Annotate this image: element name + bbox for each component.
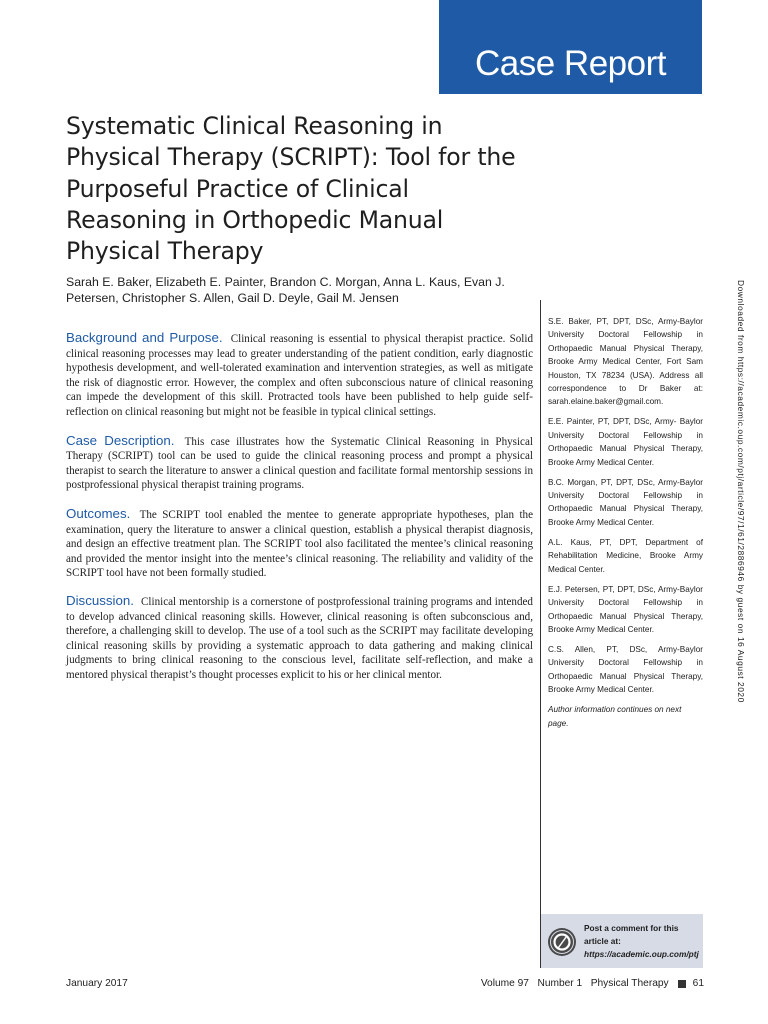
comment-text [584,922,700,961]
affiliation: C.S. Allen, PT, DSc, Army-Baylor University Doctoral Fellowship in Orthopaedic Manual Physical Therapy, Brooke Army Medical Center. [548,644,703,695]
abstract-outcomes [66,507,533,581]
footer-page: 61 [692,978,704,989]
article-title: Systematic Clinical Reasoning in Physical Therapy (SCRIPT): Tool for the Purposeful Practice of Clinical Reasoning in Orthopedic Manual Physical Therapy [66,112,516,266]
author-list: Sarah E. Baker, Elizabeth E. Painter, Brandon C. Morgan, Anna L. Kaus, Evan J. Petersen, Christopher S. Allen, Gail D. Deyle, Gail M. Jensen [66,275,505,305]
abstract-background [66,331,533,420]
footer-date: January 2017 [66,978,128,989]
background-heading: Background and Purpose. [66,330,223,345]
footer-citation [481,978,704,989]
discussion-text: Clinical mentorship is a cornerstone of postprofessional training programs and intended to develop advanced clinical reasoning skills. However, clinical reasoning is often subconscious and, therefore, a challenging skill to develop. The use of a tool such as the SCRIPT may facilitate developing clinical reasoning skills by providing a systematic approach to data gathering and making clinical judgments to bring clinical reasoning to the conscious level, facilitate self-reflection, and make a mentored physical therapist’s thought processes explicit to his or her clinical mentor. [66,595,533,681]
footer-number: Number 1 [537,978,583,989]
column-divider [540,300,541,968]
outcomes-heading: Outcomes. [66,505,131,521]
banner-label: Case Report [475,44,666,83]
square-bullet-icon [678,980,686,988]
affiliation: B.C. Morgan, PT, DPT, DSc, Army-Baylor University Doctoral Fellowship in Orthopaedic Manual Physical Therapy, Brooke Army Medical Center. [548,477,703,527]
abstract [66,331,533,696]
case-report-banner [439,0,702,94]
background-text: Clinical reasoning is essential to physical therapist practice. Solid clinical reasoning processes may lead to greater understanding of the patient condition, early diagnostic hypothesis development, and well-tolerated examination and intervention strategies, as well as mitigate the risk of diagnostic error. However, the complex and often subconscious nature of clinical reasoning can impede the development of this skill. Protracted tools have been published to help guide self-reflection on clinical reasoning but might not be feasible in typical clinical settings. [66,333,533,418]
discussion-heading: Discussion. [66,592,134,608]
comment-box[interactable] [541,914,703,968]
footer-volume: Volume 97 [480,978,529,989]
affiliation: E.J. Petersen, PT, DPT, DSc, Army-Baylor University Doctoral Fellowship in Orthopaedic Manual Physical Therapy, Brooke Army Medical Center. [548,584,703,634]
author-info-continues: Author information continues on next page. [548,705,682,728]
abstract-discussion [66,594,533,683]
case-heading: Case Description. [66,432,175,448]
pen-circle-icon [547,927,577,957]
affiliations-sidebar [548,315,703,737]
affiliation: S.E. Baker, PT, DPT, DSc, Army-Baylor University Doctoral Fellowship in Orthopaedic Manual Physical Therapy, Brooke Army Medical Center, Fort Sam Houston, TX 78234 (USA). Address all correspondence to Dr Baker at: sarah.elaine.baker@gmail.com. [548,317,703,407]
comment-link[interactable]: https://academic.oup.com/ptj [584,949,699,959]
abstract-case [66,434,533,493]
case-text: This case illustrates how the Systematic Clinical Reasoning in Physical Therapy (SCRIPT) tool can be used to guide the clinical reasoning process and prompt a physical therapist to search the literature to answer a clinical question and facilitate formal mentorship sessions in postprofessional physical therapist training programs. [66,435,533,492]
footer-journal: Physical Therapy [590,978,669,989]
download-watermark: Downloaded from https://academic.oup.com/ptj/article/97/1/61/2886946 by guest on 16 August 2020 [736,280,746,703]
affiliation: A.L. Kaus, PT, DPT, Department of Rehabilitation Medicine, Brooke Army Medical Center. [548,537,703,574]
comment-label: Post a comment for this article at: [584,923,679,946]
outcomes-text: The SCRIPT tool enabled the mentee to generate appropriate hypotheses, plan the examination, query the literature to answer a clinical question, establish a physical therapist diagnosis, and design an effective treatment plan. The SCRIPT tool also facilitated the mentee’s clinical reasoning and provided the mentor insight into the mentee’s clinical reasoning. The reliability and validity of the SCRIPT tool have not been formally studied. [66,508,534,580]
affiliation: E.E. Painter, PT, DPT, DSc, Army- Baylor University Doctoral Fellowship in Orthopaedic Manual Physical Therapy, Brooke Army Medical Center. [548,417,703,467]
